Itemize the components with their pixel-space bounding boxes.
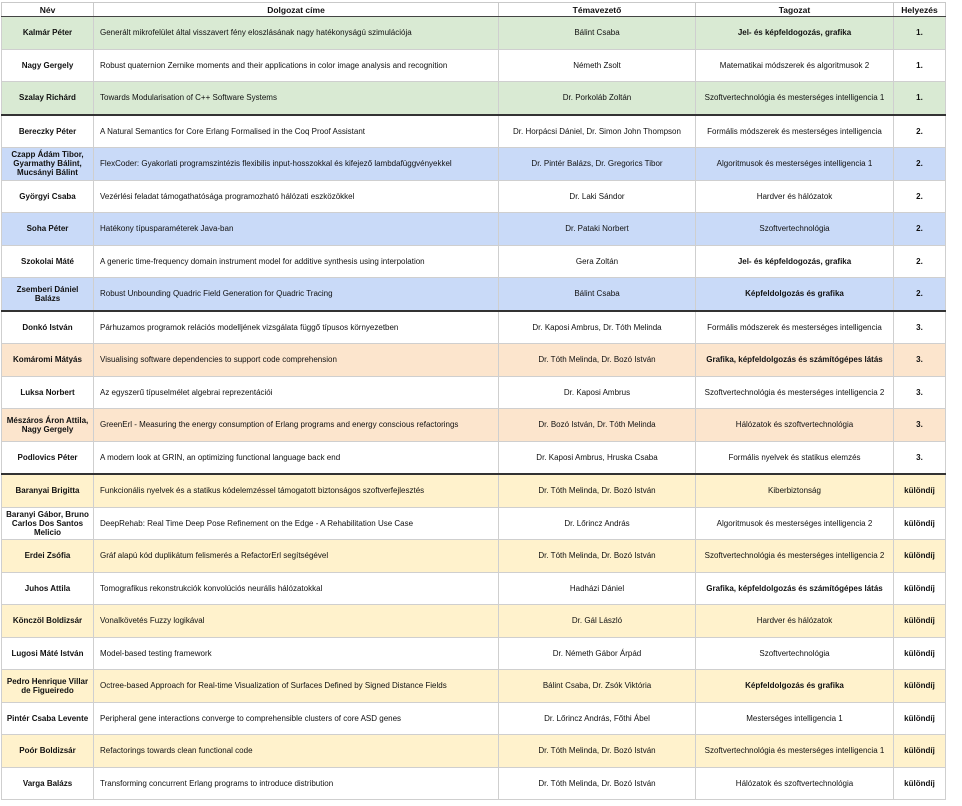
cell-place: 1. xyxy=(894,82,946,115)
cell-supervisor: Dr. Horpácsi Dániel, Dr. Simon John Thompson xyxy=(499,115,696,148)
header-track: Tagozat xyxy=(696,3,894,17)
cell-name: Bereczky Péter xyxy=(2,115,94,148)
cell-place: 1. xyxy=(894,17,946,50)
cell-track: Jel- és képfeldogozás, grafika xyxy=(696,17,894,50)
cell-supervisor: Bálint Csaba, Dr. Zsók Viktória xyxy=(499,670,696,703)
cell-place: 2. xyxy=(894,115,946,148)
cell-track: Hardver és hálózatok xyxy=(696,605,894,638)
header-supervisor: Témavezető xyxy=(499,3,696,17)
cell-title: Peripheral gene interactions converge to comprehensible clusters of core ASD genes xyxy=(94,702,499,735)
cell-track: Formális módszerek és mesterséges intelligencia xyxy=(696,311,894,344)
cell-place: különdíj xyxy=(894,735,946,768)
cell-title: Transforming concurrent Erlang programs to introduce distribution xyxy=(94,767,499,800)
cell-place: 1. xyxy=(894,49,946,82)
table-row xyxy=(2,474,946,507)
cell-title: Octree-based Approach for Real-time Visualization of Surfaces Defined by Signed Distance Fields xyxy=(94,670,499,703)
cell-place: 2. xyxy=(894,278,946,311)
cell-track: Hálózatok és szoftvertechnológia xyxy=(696,767,894,800)
cell-name: Zsemberi Dániel Balázs xyxy=(2,278,94,311)
cell-place: különdíj xyxy=(894,702,946,735)
results-table xyxy=(1,2,946,800)
table-row xyxy=(2,507,946,540)
cell-track: Jel- és képfeldogozás, grafika xyxy=(696,245,894,278)
cell-title: Funkcionális nyelvek és a statikus kódelemzéssel támogatott biztonságos szoftverfejlesztés xyxy=(94,474,499,507)
cell-track: Képfeldolgozás és grafika xyxy=(696,670,894,703)
table-row xyxy=(2,148,946,181)
cell-track: Képfeldolgozás és grafika xyxy=(696,278,894,311)
cell-name: Baranyai Brigitta xyxy=(2,474,94,507)
cell-name: Juhos Attila xyxy=(2,572,94,605)
cell-supervisor: Dr. Pintér Balázs, Dr. Gregorics Tibor xyxy=(499,148,696,181)
cell-title: Refactorings towards clean functional code xyxy=(94,735,499,768)
table-row xyxy=(2,82,946,115)
cell-place: 2. xyxy=(894,180,946,213)
cell-supervisor: Dr. Kaposi Ambrus, Hruska Csaba xyxy=(499,441,696,474)
cell-track: Grafika, képfeldolgozás és számítógépes látás xyxy=(696,572,894,605)
cell-title: Vezérlési feladat támogathatósága programozható hálózati eszközökkel xyxy=(94,180,499,213)
table-row xyxy=(2,409,946,442)
cell-supervisor: Dr. Gál László xyxy=(499,605,696,638)
cell-place: 2. xyxy=(894,245,946,278)
table-row xyxy=(2,540,946,573)
cell-track: Mesterséges intelligencia 1 xyxy=(696,702,894,735)
table-row xyxy=(2,278,946,311)
cell-name: Baranyi Gábor, Bruno Carlos Dos Santos Melicio xyxy=(2,507,94,540)
cell-supervisor: Dr. Tóth Melinda, Dr. Bozó István xyxy=(499,540,696,573)
cell-place: 2. xyxy=(894,213,946,246)
cell-track: Matematikai módszerek és algoritmusok 2 xyxy=(696,49,894,82)
table-row xyxy=(2,344,946,377)
table-row xyxy=(2,441,946,474)
table-row xyxy=(2,572,946,605)
cell-supervisor: Bálint Csaba xyxy=(499,17,696,50)
cell-supervisor: Németh Zsolt xyxy=(499,49,696,82)
cell-title: A Natural Semantics for Core Erlang Formalised in the Coq Proof Assistant xyxy=(94,115,499,148)
cell-supervisor: Dr. Németh Gábor Árpád xyxy=(499,637,696,670)
cell-track: Hardver és hálózatok xyxy=(696,180,894,213)
cell-place: 3. xyxy=(894,344,946,377)
cell-track: Formális módszerek és mesterséges intelligencia xyxy=(696,115,894,148)
cell-supervisor: Dr. Tóth Melinda, Dr. Bozó István xyxy=(499,767,696,800)
cell-name: Erdei Zsófia xyxy=(2,540,94,573)
cell-supervisor: Hadházi Dániel xyxy=(499,572,696,605)
cell-place: különdíj xyxy=(894,670,946,703)
cell-supervisor: Dr. Tóth Melinda, Dr. Bozó István xyxy=(499,344,696,377)
cell-track: Szoftvertechnológia és mesterséges intelligencia 1 xyxy=(696,82,894,115)
cell-title: Towards Modularisation of C++ Software Systems xyxy=(94,82,499,115)
cell-supervisor: Dr. Kaposi Ambrus, Dr. Tóth Melinda xyxy=(499,311,696,344)
cell-name: Varga Balázs xyxy=(2,767,94,800)
cell-name: Györgyi Csaba xyxy=(2,180,94,213)
table-row xyxy=(2,702,946,735)
cell-supervisor: Gera Zoltán xyxy=(499,245,696,278)
cell-place: 3. xyxy=(894,376,946,409)
cell-place: különdíj xyxy=(894,474,946,507)
cell-place: 2. xyxy=(894,148,946,181)
cell-track: Szoftvertechnológia és mesterséges intelligencia 2 xyxy=(696,540,894,573)
cell-title: Az egyszerű típuselmélet algebrai reprezentációi xyxy=(94,376,499,409)
cell-title: A modern look at GRIN, an optimizing functional language back end xyxy=(94,441,499,474)
cell-name: Luksa Norbert xyxy=(2,376,94,409)
cell-name: Lugosi Máté István xyxy=(2,637,94,670)
cell-track: Szoftvertechnológia és mesterséges intelligencia 1 xyxy=(696,735,894,768)
cell-track: Formális nyelvek és statikus elemzés xyxy=(696,441,894,474)
cell-supervisor: Dr. Lőrincz András, Főthi Ábel xyxy=(499,702,696,735)
cell-title: FlexCoder: Gyakorlati programszintézis flexibilis input-hosszokkal és kifejező lambdafüggvényekkel xyxy=(94,148,499,181)
cell-place: különdíj xyxy=(894,572,946,605)
cell-place: 3. xyxy=(894,311,946,344)
cell-track: Szoftvertechnológia és mesterséges intelligencia 2 xyxy=(696,376,894,409)
cell-title: Visualising software dependencies to support code comprehension xyxy=(94,344,499,377)
cell-name: Szalay Richárd xyxy=(2,82,94,115)
table-row xyxy=(2,180,946,213)
table-body xyxy=(2,17,946,800)
cell-title: Vonalkövetés Fuzzy logikával xyxy=(94,605,499,638)
cell-track: Hálózatok és szoftvertechnológia xyxy=(696,409,894,442)
cell-supervisor: Dr. Bozó István, Dr. Tóth Melinda xyxy=(499,409,696,442)
cell-place: különdíj xyxy=(894,767,946,800)
cell-name: Podlovics Péter xyxy=(2,441,94,474)
cell-supervisor: Bálint Csaba xyxy=(499,278,696,311)
cell-supervisor: Dr. Porkoláb Zoltán xyxy=(499,82,696,115)
cell-title: Gráf alapú kód duplikátum felismerés a RefactorErl segítségével xyxy=(94,540,499,573)
cell-name: Pedro Henrique Villar de Figueiredo xyxy=(2,670,94,703)
cell-track: Algoritmusok és mesterséges intelligencia 1 xyxy=(696,148,894,181)
cell-track: Kiberbiztonság xyxy=(696,474,894,507)
cell-name: Könczöl Boldizsár xyxy=(2,605,94,638)
cell-supervisor: Dr. Laki Sándor xyxy=(499,180,696,213)
cell-name: Pintér Csaba Levente xyxy=(2,702,94,735)
cell-title: Robust quaternion Zernike moments and their applications in color image analysis and recognition xyxy=(94,49,499,82)
cell-track: Grafika, képfeldolgozás és számítógépes látás xyxy=(696,344,894,377)
cell-name: Poór Boldizsár xyxy=(2,735,94,768)
table-row xyxy=(2,735,946,768)
table-row xyxy=(2,213,946,246)
cell-supervisor: Dr. Lőrincz András xyxy=(499,507,696,540)
cell-title: GreenErl - Measuring the energy consumption of Erlang programs and energy conscious refactorings xyxy=(94,409,499,442)
cell-name: Donkó István xyxy=(2,311,94,344)
table-row xyxy=(2,245,946,278)
table-row xyxy=(2,605,946,638)
table-row xyxy=(2,767,946,800)
cell-title: DeepRehab: Real Time Deep Pose Refinement on the Edge - A Rehabilitation Use Case xyxy=(94,507,499,540)
table-row xyxy=(2,49,946,82)
cell-supervisor: Dr. Tóth Melinda, Dr. Bozó István xyxy=(499,735,696,768)
cell-name: Kalmár Péter xyxy=(2,17,94,50)
table-row xyxy=(2,376,946,409)
cell-title: Robust Unbounding Quadric Field Generation for Quadric Tracing xyxy=(94,278,499,311)
cell-name: Komáromi Mátyás xyxy=(2,344,94,377)
table-row xyxy=(2,17,946,50)
cell-place: különdíj xyxy=(894,540,946,573)
table-row xyxy=(2,670,946,703)
cell-title: Generált mikrofelület által visszavert fény eloszlásának nagy hatékonyságú szimulációja xyxy=(94,17,499,50)
cell-title: Model-based testing framework xyxy=(94,637,499,670)
cell-name: Mészáros Áron Attila, Nagy Gergely xyxy=(2,409,94,442)
header-title: Dolgozat címe xyxy=(94,3,499,17)
table-row xyxy=(2,115,946,148)
cell-track: Algoritmusok és mesterséges intelligencia 2 xyxy=(696,507,894,540)
cell-supervisor: Dr. Tóth Melinda, Dr. Bozó István xyxy=(499,474,696,507)
cell-supervisor: Dr. Kaposi Ambrus xyxy=(499,376,696,409)
cell-title: Tomografikus rekonstrukciók konvolúciós neurális hálózatokkal xyxy=(94,572,499,605)
cell-title: Párhuzamos programok relációs modelljének vizsgálata függő típusos környezetben xyxy=(94,311,499,344)
cell-title: A generic time-frequency domain instrument model for additive synthesis using interpolation xyxy=(94,245,499,278)
cell-name: Czapp Ádám Tibor, Gyarmathy Bálint, Mucsányi Bálint xyxy=(2,148,94,181)
cell-place: különdíj xyxy=(894,637,946,670)
cell-place: különdíj xyxy=(894,507,946,540)
table-row xyxy=(2,311,946,344)
table-row xyxy=(2,637,946,670)
header-place: Helyezés xyxy=(894,3,946,17)
cell-title: Hatékony típusparaméterek Java-ban xyxy=(94,213,499,246)
cell-place: különdíj xyxy=(894,605,946,638)
cell-place: 3. xyxy=(894,441,946,474)
cell-name: Nagy Gergely xyxy=(2,49,94,82)
table-header-row xyxy=(2,3,946,17)
cell-track: Szoftvertechnológia xyxy=(696,213,894,246)
cell-track: Szoftvertechnológia xyxy=(696,637,894,670)
cell-name: Soha Péter xyxy=(2,213,94,246)
header-name: Név xyxy=(2,3,94,17)
cell-name: Szokolai Máté xyxy=(2,245,94,278)
cell-place: 3. xyxy=(894,409,946,442)
cell-supervisor: Dr. Pataki Norbert xyxy=(499,213,696,246)
